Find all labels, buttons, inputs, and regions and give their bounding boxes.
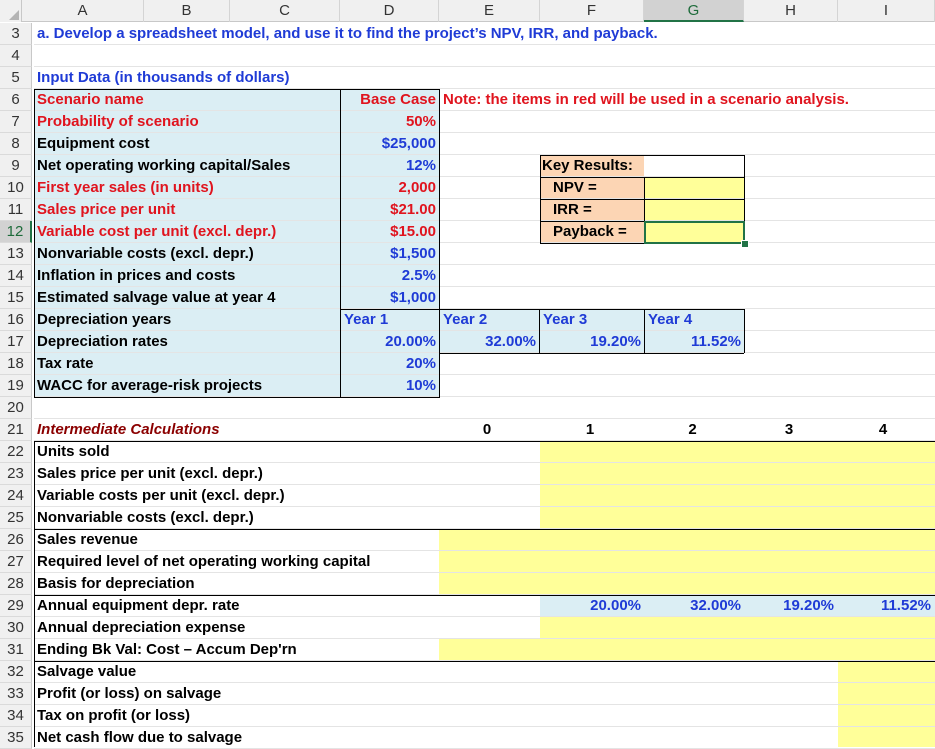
year-3-header: 3	[784, 421, 794, 438]
calc-fill-book-value	[439, 639, 935, 661]
calc-fill-revenue	[439, 529, 935, 595]
payback-label: Payback =	[553, 223, 627, 240]
calc-row-label: Variable costs per unit (excl. depr.)	[37, 487, 285, 504]
row-header-19[interactable]: 19	[0, 375, 32, 397]
calc-depr-rate-2: 32.00%	[690, 597, 741, 614]
column-header-g[interactable]: G	[644, 0, 744, 22]
dep-year-2: Year 2	[443, 311, 488, 328]
row-header-30[interactable]: 30	[0, 617, 32, 639]
intermediate-header: Intermediate Calculations	[37, 421, 220, 438]
year-0-header: 0	[482, 421, 492, 438]
select-all-corner[interactable]	[0, 0, 22, 22]
row-header-34[interactable]: 34	[0, 705, 32, 727]
column-header-d[interactable]: D	[340, 0, 439, 22]
row-header-7[interactable]: 7	[0, 111, 32, 133]
input-value[interactable]: $21.00	[390, 201, 436, 218]
row-header-28[interactable]: 28	[0, 573, 32, 595]
row-header-29[interactable]: 29	[0, 595, 32, 617]
input-label: Net operating working capital/Sales	[37, 157, 291, 174]
row-header-20[interactable]: 20	[0, 397, 32, 419]
calc-row-label: Salvage value	[37, 663, 137, 680]
input-value[interactable]: $1,500	[390, 245, 436, 262]
fill-handle[interactable]	[741, 240, 749, 248]
input-label: Probability of scenario	[37, 113, 199, 130]
column-header-i[interactable]: I	[838, 0, 935, 22]
input-value[interactable]: $25,000	[381, 135, 436, 152]
npv-label: NPV =	[553, 179, 597, 196]
row-header-4[interactable]: 4	[0, 45, 32, 67]
calc-row-label: Annual equipment depr. rate	[37, 597, 240, 614]
calc-row-label: Profit (or loss) on salvage	[37, 685, 222, 702]
calc-row-label: Tax on profit (or loss)	[37, 707, 191, 724]
dep-rate-4: 11.52%	[690, 333, 741, 350]
row-header-13[interactable]: 13	[0, 243, 32, 265]
input-value[interactable]: 20%	[405, 355, 436, 372]
calc-row-label: Sales revenue	[37, 531, 138, 548]
row-header-14[interactable]: 14	[0, 265, 32, 287]
calc-row-label: Units sold	[37, 443, 110, 460]
row-header-23[interactable]: 23	[0, 463, 32, 485]
column-header-c[interactable]: C	[230, 0, 340, 22]
row-header-3[interactable]: 3	[0, 23, 32, 45]
calc-row-label: Annual depreciation expense	[37, 619, 246, 636]
row-header-24[interactable]: 24	[0, 485, 32, 507]
row-header-31[interactable]: 31	[0, 639, 32, 661]
input-value[interactable]: $15.00	[390, 223, 436, 240]
irr-label: IRR =	[553, 201, 592, 218]
dep-rate-1: 20.00%	[385, 333, 436, 350]
row-header-6[interactable]: 6	[0, 89, 32, 111]
row-header-8[interactable]: 8	[0, 133, 32, 155]
selected-cell-g12[interactable]	[644, 221, 745, 244]
row-header-15[interactable]: 15	[0, 287, 32, 309]
key-results-title: Key Results:	[542, 157, 633, 174]
row-header-16[interactable]: 16	[0, 309, 32, 331]
row-header-27[interactable]: 27	[0, 551, 32, 573]
row-header-35[interactable]: 35	[0, 727, 32, 749]
year-1-header: 1	[585, 421, 595, 438]
sheet-title: a. Develop a spreadsheet model, and use it to find the project’s NPV, IRR, and payback.	[37, 25, 658, 42]
row-header-32[interactable]: 32	[0, 661, 32, 683]
calc-row-label: Sales price per unit (excl. depr.)	[37, 465, 263, 482]
input-value[interactable]: 10%	[405, 377, 436, 394]
input-label: Inflation in prices and costs	[37, 267, 236, 284]
input-label: Scenario name	[37, 91, 144, 108]
dep-year-4: Year 4	[648, 311, 693, 328]
row-header-18[interactable]: 18	[0, 353, 32, 375]
input-value[interactable]: 2,000	[398, 179, 436, 196]
year-2-header: 2	[688, 421, 697, 438]
calc-fill-depr-exp	[540, 617, 935, 639]
row-header-11[interactable]: 11	[0, 199, 32, 221]
row-header-22[interactable]: 22	[0, 441, 32, 463]
input-label: Estimated salvage value at year 4	[37, 289, 276, 306]
dep-year-1: Year 1	[344, 311, 389, 328]
calc-depr-rate-3: 19.20%	[783, 597, 834, 614]
calc-row-label: Required level of net operating working capital	[37, 553, 371, 570]
row-header-5[interactable]: 5	[0, 67, 32, 89]
column-header-a[interactable]: A	[22, 0, 144, 22]
year-4-header: 4	[878, 421, 888, 438]
dep-rate-2: 32.00%	[485, 333, 536, 350]
row-header-26[interactable]: 26	[0, 529, 32, 551]
row-header-10[interactable]: 10	[0, 177, 32, 199]
input-value[interactable]: 12%	[405, 157, 436, 174]
input-label: Depreciation rates	[37, 333, 168, 350]
input-value[interactable]: Base Case	[360, 91, 436, 108]
calc-row-label: Net cash flow due to salvage	[37, 729, 243, 746]
column-header-b[interactable]: B	[144, 0, 230, 22]
calc-row-label: Basis for depreciation	[37, 575, 195, 592]
input-value[interactable]: 2.5%	[401, 267, 436, 284]
row-header-17[interactable]: 17	[0, 331, 32, 353]
input-label: Sales price per unit	[37, 201, 176, 218]
column-header-e[interactable]: E	[439, 0, 540, 22]
calc-fill-units	[540, 441, 935, 529]
input-label: Tax rate	[37, 355, 94, 372]
input-label: Depreciation years	[37, 311, 172, 328]
row-header-21[interactable]: 21	[0, 419, 32, 441]
input-value[interactable]: $1,000	[390, 289, 436, 306]
input-label: WACC for average-risk projects	[37, 377, 263, 394]
row-header-25[interactable]: 25	[0, 507, 32, 529]
column-header-h[interactable]: H	[744, 0, 838, 22]
row-header-33[interactable]: 33	[0, 683, 32, 705]
row-header-9[interactable]: 9	[0, 155, 32, 177]
calc-row-label: Ending Bk Val: Cost – Accum Dep'rn	[37, 641, 297, 658]
calc-depr-rate-4: 11.52%	[880, 597, 931, 614]
input-label: Nonvariable costs (excl. depr.)	[37, 245, 254, 262]
row-header-12[interactable]: 12	[0, 221, 32, 243]
input-label: Variable cost per unit (excl. depr.)	[37, 223, 277, 240]
input-label: Equipment cost	[37, 135, 150, 152]
calc-depr-rate-1: 20.00%	[590, 597, 641, 614]
input-label: First year sales (in units)	[37, 179, 214, 196]
dep-rate-3: 19.20%	[590, 333, 641, 350]
input-data-header: Input Data (in thousands of dollars)	[37, 69, 290, 86]
column-header-f[interactable]: F	[540, 0, 644, 22]
dep-year-3: Year 3	[543, 311, 588, 328]
calc-row-label: Nonvariable costs (excl. depr.)	[37, 509, 254, 526]
scenario-note: Note: the items in red will be used in a scenario analysis.	[443, 91, 849, 108]
input-value[interactable]: 50%	[405, 113, 436, 130]
